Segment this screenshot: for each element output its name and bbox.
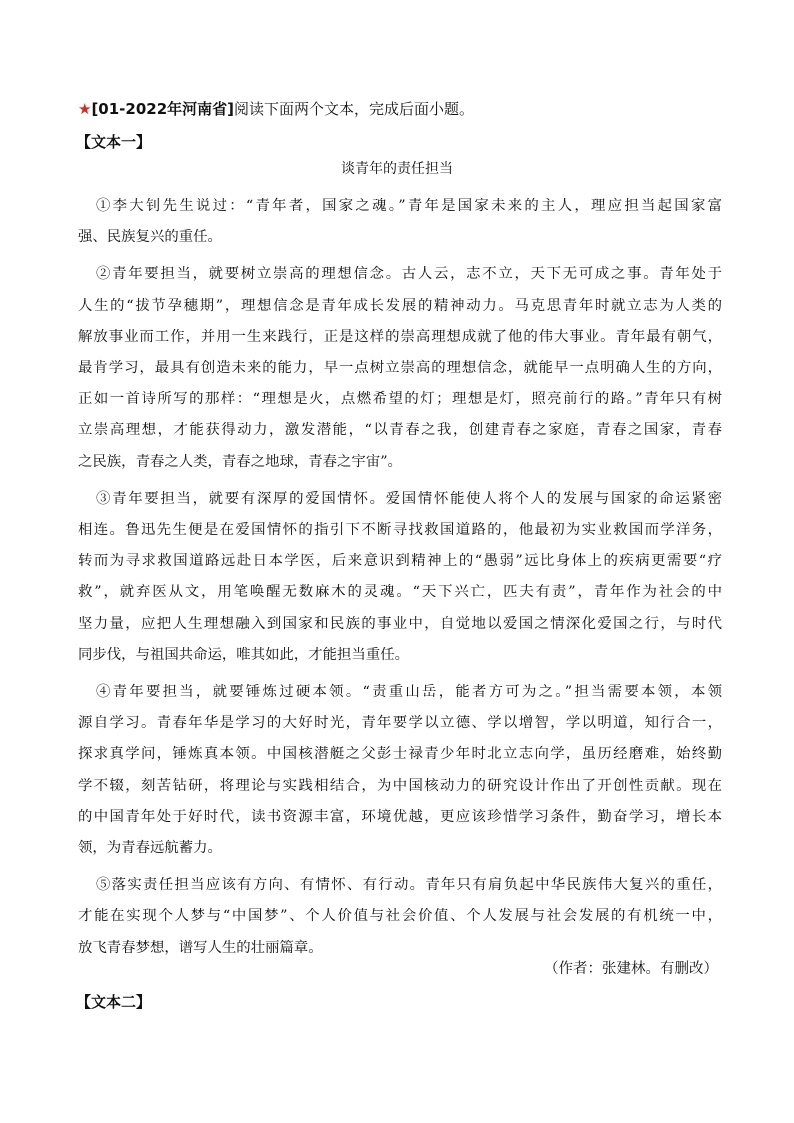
- paragraph-line: 领，为青春远航蓄力。: [78, 840, 222, 857]
- article-title: 谈青年的责任担当: [341, 161, 453, 177]
- article-paragraph: [78, 259, 722, 477]
- paragraph-line: ①李大钊先生说过：“青年者，国家之魂。”青年是国家未来的主人，理应担当起国家富: [96, 198, 722, 214]
- text1-label: 【文本一】: [76, 133, 152, 151]
- author-note: （作者：张建林。有删改）: [544, 961, 718, 977]
- paragraph-line: 救”，就弃医从文，用笔唤醒无数麻木的灵魂。“天下兴亡，匹夫有责”，青年作为社会的中: [78, 584, 722, 601]
- paragraph-line: ②青年要担当，就要树立崇高的理想信念。古人云，志不立，天下无可成之事。青年处于: [96, 266, 722, 283]
- question-instruction: 阅读下面两个文本，完成后面小题。: [234, 100, 475, 118]
- paragraph-line: 最肯学习，最具有创造未来的能力，早一点树立崇高的理想信念，就能早一点明确人生的方向，: [78, 360, 722, 377]
- star-icon: ★: [78, 100, 92, 118]
- paragraph-line: 之民族，青春之人类，青春之地球，青春之宇宙”。: [78, 453, 402, 470]
- paragraph-line: 的中国青年处于好时代，读书资源丰富，环境优越，更应该珍惜学习条件，勤奋学习，增长本: [78, 808, 722, 825]
- paragraph-line: ⑤落实责任担当应该有方向、有情怀、有行动。青年只有肩负起中华民族伟大复兴的重任，: [96, 877, 722, 894]
- question-source: [01-2022年河南省]: [91, 100, 235, 118]
- paragraph-line: 转而为寻求救国道路远赴日本学医，后来意识到精神上的“愚弱”远比身体上的疾病更需要“疗: [78, 553, 722, 570]
- paragraph-line: 强、民族复兴的重任。: [78, 229, 222, 246]
- paragraph-line: 坚力量，应把人生理想融入到国家和民族的事业中，自觉地以爱国之情深化爱国之行，与时代: [78, 615, 722, 632]
- paragraph-line: 同步伐，与祖国共命运，唯其如此，才能担当重任。: [78, 646, 409, 663]
- text2-label: 【文本二】: [76, 993, 152, 1011]
- article-body: [78, 191, 722, 970]
- paragraph-line: 放飞青春梦想，谱写人生的壮丽篇章。: [78, 939, 323, 956]
- paragraph-line: 解放事业而工作，并用一生来践行，正是这样的崇高理想成就了他的伟大事业。青年最有朝气，: [78, 328, 722, 345]
- paragraph-line: ③青年要担当，就要有深厚的爱国情怀。爱国情怀能使人将个人的发展与国家的命运紧密: [96, 490, 722, 507]
- paragraph-line: 探求真学问，锤炼真本领。中国核潜艇之父彭士禄青少年时北立志向学，虽历经磨难，始终勤: [78, 746, 722, 763]
- paragraph-line: 相连。鲁迅先生便是在爱国情怀的指引下不断寻找救国道路的，他最初为实业救国而学洋务，: [78, 522, 722, 539]
- article-paragraph: [78, 191, 722, 253]
- paragraph-line: 立崇高理想，才能获得动力，激发潜能，“以青春之我，创建青春之家庭，青春之国家，青春: [78, 422, 722, 439]
- paragraph-line: 源自学习。青春年华是学习的大好时光，青年要学以立德、学以增智，学以明道，知行合一，: [78, 715, 722, 732]
- paragraph-line: 人生的“拔节孕穗期”，理想信念是青年成长发展的精神动力。马克思青年时就立志为人类的: [78, 297, 722, 314]
- paragraph-line: ④青年要担当，就要锤炼过硬本领。“责重山岳，能者方可为之。”担当需要本领，本领: [96, 684, 722, 701]
- article-paragraph: [78, 677, 722, 864]
- paragraph-line: 才能在实现个人梦与“中国梦”、个人价值与社会价值、个人发展与社会发展的有机统一中，: [78, 908, 722, 925]
- question-header: [78, 98, 474, 120]
- article-paragraph: [78, 870, 722, 964]
- article-paragraph: [78, 484, 722, 671]
- paragraph-line: 学不辍，刻苦钻研，将理论与实践相结合，为中国核动力的研究设计作出了开创性贡献。现在: [78, 777, 722, 794]
- paragraph-line: 正如一首诗所写的那样：“理想是火，点燃希望的灯；理想是灯，照亮前行的路。”青年只有树: [78, 391, 722, 408]
